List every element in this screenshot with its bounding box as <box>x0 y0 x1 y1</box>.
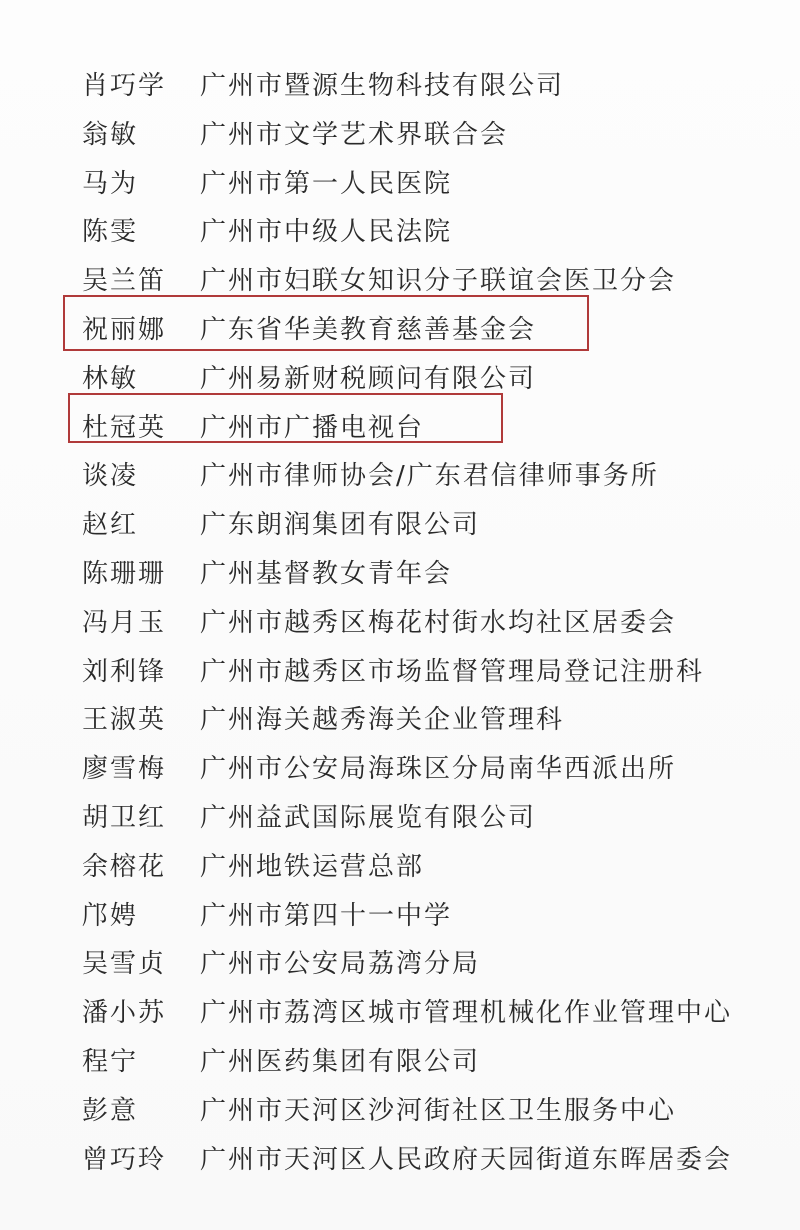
person-name: 曾巧玲 <box>82 1144 167 1175</box>
list-item <box>0 599 800 648</box>
organization-name: 广州市公安局海珠区分局南华西派出所 <box>200 754 677 785</box>
organization-name: 广州易新财税顾问有限公司 <box>200 363 537 394</box>
person-name: 陈雯 <box>82 217 139 248</box>
person-name: 肖巧学 <box>82 71 167 101</box>
person-name: 杜冠英 <box>82 412 167 443</box>
list-item <box>0 160 800 209</box>
list-item <box>0 843 800 892</box>
person-name: 潘小苏 <box>82 998 167 1029</box>
list-item <box>0 208 800 257</box>
list-item <box>0 257 800 306</box>
organization-name: 广州市中级人民法院 <box>200 217 453 248</box>
list-item <box>0 696 800 745</box>
organization-name: 广州市律师协会/广东君信律师事务所 <box>200 461 659 492</box>
organization-name: 广州市第一人民医院 <box>200 168 453 199</box>
list-item <box>0 355 800 404</box>
organization-name: 广州市公安局荔湾分局 <box>200 949 481 980</box>
person-name: 刘利锋 <box>82 656 167 687</box>
list-item <box>0 989 800 1038</box>
person-name: 王淑英 <box>82 705 167 736</box>
list-item <box>0 940 800 989</box>
name-list <box>0 62 800 1184</box>
organization-name: 广州基督教女青年会 <box>200 558 453 589</box>
organization-name: 广东朗润集团有限公司 <box>200 510 481 541</box>
list-item <box>0 1038 800 1087</box>
person-name: 彭意 <box>82 1095 139 1126</box>
organization-name: 广州市越秀区梅花村街水均社区居委会 <box>200 607 677 638</box>
list-item <box>0 892 800 941</box>
person-name: 程宁 <box>82 1046 139 1077</box>
person-name: 翁敏 <box>82 119 139 150</box>
person-name: 谈凌 <box>82 461 139 492</box>
organization-name: 广州市天河区沙河街社区卫生服务中心 <box>200 1095 677 1126</box>
list-item <box>0 501 800 550</box>
person-name: 吴雪贞 <box>82 949 167 980</box>
organization-name: 广州地铁运营总部 <box>200 851 425 882</box>
organization-name: 广州市第四十一中学 <box>200 900 453 931</box>
person-name: 祝丽娜 <box>82 314 167 345</box>
person-name: 陈珊珊 <box>82 558 167 589</box>
organization-name: 广州市妇联女知识分子联谊会医卫分会 <box>200 266 677 297</box>
list-item <box>0 1087 800 1136</box>
organization-name: 广州益武国际展览有限公司 <box>200 802 537 833</box>
list-item <box>0 745 800 794</box>
person-name: 吴兰笛 <box>82 266 167 297</box>
person-name: 余榕花 <box>82 851 167 882</box>
organization-name: 广州市文学艺术界联合会 <box>200 119 509 150</box>
organization-name: 广州市越秀区市场监督管理局登记注册科 <box>200 656 705 687</box>
list-item-highlighted <box>0 404 800 453</box>
organization-name: 广州市荔湾区城市管理机械化作业管理中心 <box>200 998 733 1029</box>
person-name: 冯月玉 <box>82 607 167 638</box>
list-item-highlighted <box>0 306 800 355</box>
organization-name: 广州医药集团有限公司 <box>200 1046 481 1077</box>
list-item <box>0 648 800 697</box>
list-item <box>0 452 800 501</box>
person-name: 廖雪梅 <box>82 754 167 785</box>
list-item <box>0 550 800 599</box>
person-name: 胡卫红 <box>82 802 167 833</box>
organization-name: 广东省华美教育慈善基金会 <box>200 314 537 345</box>
organization-name: 广州海关越秀海关企业管理科 <box>200 705 565 736</box>
list-item <box>0 111 800 160</box>
organization-name: 广州市广播电视台 <box>200 412 425 443</box>
person-name: 赵红 <box>82 510 139 541</box>
list-item <box>0 1136 800 1185</box>
person-name: 马为 <box>82 168 139 199</box>
organization-name: 广州市天河区人民政府天园街道东晖居委会 <box>200 1144 733 1175</box>
organization-name: 广州市暨源生物科技有限公司 <box>200 71 565 101</box>
person-name: 邝娉 <box>82 900 139 931</box>
person-name: 林敏 <box>82 363 139 394</box>
list-item <box>0 62 800 111</box>
list-item <box>0 794 800 843</box>
